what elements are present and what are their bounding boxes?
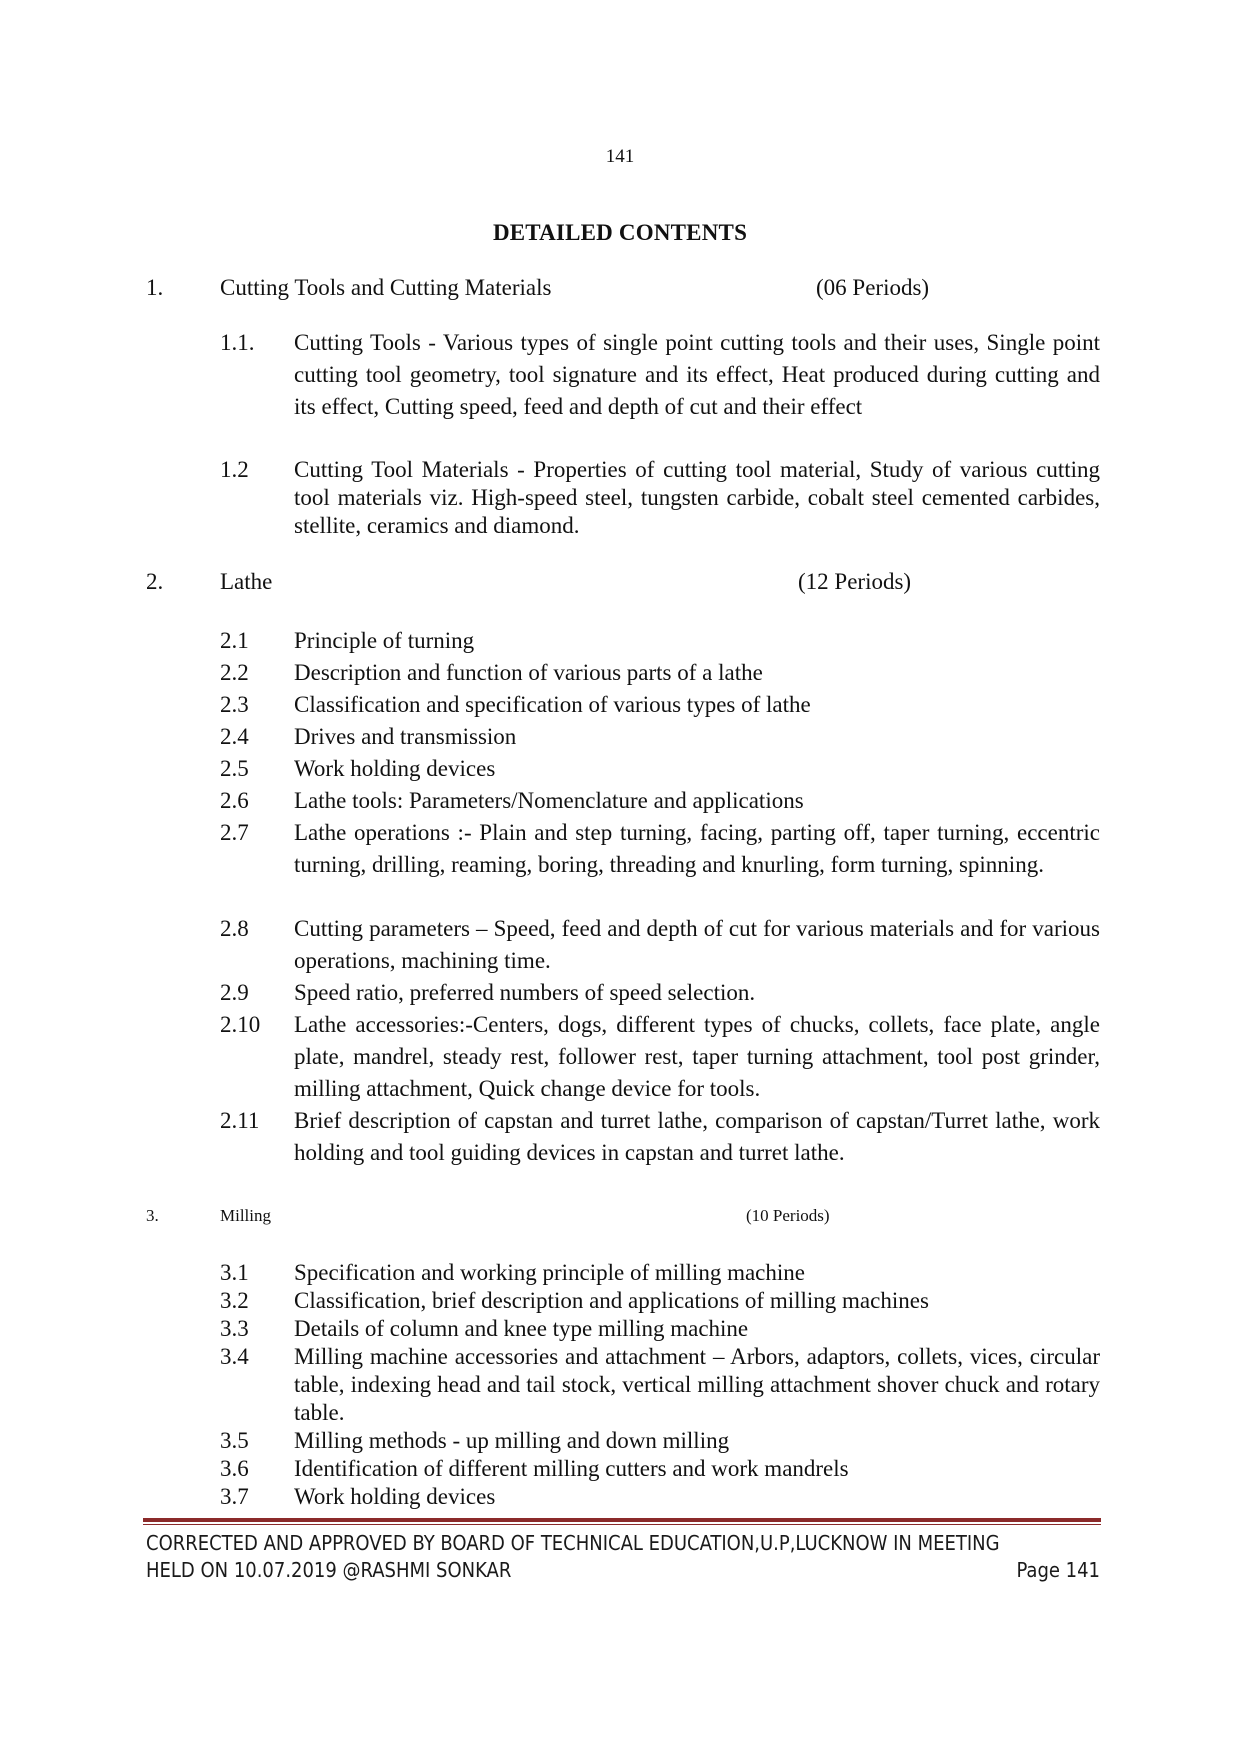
item-text: Specification and working principle of milling machine <box>294 1260 805 1285</box>
item-number: 2.2 <box>220 660 249 685</box>
list-item <box>220 1343 1100 1427</box>
page-number: 141 <box>605 146 635 167</box>
footer-divider <box>143 1518 1101 1522</box>
item-text: Milling machine accessories and attachment – Arbors, adaptors, collets, vices, circular table, indexing head and tail stock, vertical milling attachment shover chuck and rotary table. <box>294 1344 1100 1425</box>
list-item <box>220 1427 1100 1455</box>
section-number: 2. <box>146 569 164 594</box>
item-text: Drives and transmission <box>294 724 517 749</box>
item-text: Lathe accessories:-Centers, dogs, different types of chucks, collets, face plate, angle plate, mandrel, steady rest, follower rest, taper turning attachment, tool post grinder, milling attachment, Quick change device for tools. <box>294 1012 1100 1101</box>
item-text: Classification, brief description and applications of milling machines <box>294 1288 929 1313</box>
item-text: Principle of turning <box>294 628 475 653</box>
item-number: 2.8 <box>220 916 249 941</box>
item-text: Lathe tools: Parameters/Nomenclature and applications <box>294 788 804 813</box>
list-item <box>220 753 1100 785</box>
item-number: 3.4 <box>220 1344 249 1369</box>
list-item <box>220 657 1100 689</box>
list-item <box>220 689 1100 721</box>
item-number: 2.5 <box>220 756 249 781</box>
item-number: 3.5 <box>220 1428 249 1453</box>
footer-page-label: Page 141 <box>1016 1558 1100 1582</box>
item-text: Cutting Tools - Various types of single point cutting tools and their uses, Single point cutting tool geometry, tool signature and its effect, Heat produced during cutting and its effect, Cutting speed, feed and depth of cut and their effect <box>294 330 1100 419</box>
item-number: 2.4 <box>220 724 249 749</box>
section-periods: (10 Periods) <box>746 1206 830 1225</box>
list-item <box>220 1009 1100 1105</box>
list-item <box>220 1287 1100 1315</box>
list-item <box>220 1259 1100 1287</box>
footer-line-2-row <box>146 1557 1100 1584</box>
list-item <box>220 327 1100 423</box>
list-item <box>220 625 1100 657</box>
footer-line-2: HELD ON 10.07.2019 @RASHMI SONKAR <box>146 1558 512 1582</box>
item-number: 2.10 <box>220 1012 261 1037</box>
item-text: Cutting parameters – Speed, feed and depth of cut for various materials and for various operations, machining time. <box>294 916 1100 973</box>
item-number: 2.7 <box>220 820 249 845</box>
list-item <box>220 913 1100 977</box>
section-number: 1. <box>146 275 164 300</box>
list-item <box>220 1483 1100 1511</box>
footer-divider-thin <box>143 1524 1101 1525</box>
item-number: 3.1 <box>220 1260 249 1285</box>
item-number: 2.6 <box>220 788 249 813</box>
list-item <box>220 1315 1100 1343</box>
item-number: 2.9 <box>220 980 249 1005</box>
item-text: Identification of different milling cutters and work mandrels <box>294 1456 849 1481</box>
section-title: Milling <box>220 1206 272 1225</box>
item-text: Speed ratio, preferred numbers of speed selection. <box>294 980 756 1005</box>
item-number: 2.1 <box>220 628 249 653</box>
item-number: 1.2 <box>220 457 249 482</box>
item-number: 1.1. <box>220 330 255 355</box>
section-title: Cutting Tools and Cutting Materials <box>220 275 552 300</box>
list-item <box>220 1105 1100 1169</box>
item-text: Details of column and knee type milling machine <box>294 1316 749 1341</box>
list-item <box>220 1455 1100 1483</box>
section-number: 3. <box>146 1206 159 1225</box>
item-text: Brief description of capstan and turret lathe, comparison of capstan/Turret lathe, work holding and tool guiding devices in capstan and turret lathe. <box>294 1108 1100 1165</box>
item-text: Cutting Tool Materials - Properties of cutting tool material, Study of various cutting tool materials viz. High-speed steel, tungsten carbide, cobalt steel cemented carbides, stellite, ceramics and diamond. <box>294 457 1100 538</box>
item-text: Work holding devices <box>294 1484 496 1509</box>
item-number: 2.3 <box>220 692 249 717</box>
section-periods: (12 Periods) <box>798 569 912 594</box>
item-text: Classification and specification of various types of lathe <box>294 692 811 717</box>
list-item <box>220 977 1100 1009</box>
list-item <box>220 456 1100 540</box>
section-title: Lathe <box>220 569 273 594</box>
section-periods: (06 Periods) <box>816 275 930 300</box>
item-text: Lathe operations :- Plain and step turning, facing, parting off, taper turning, eccentric turning, drilling, reaming, boring, threading and knurling, form turning, spinning. <box>294 820 1100 877</box>
list-item <box>220 817 1100 881</box>
item-text: Milling methods - up milling and down milling <box>294 1428 730 1453</box>
footer-line-1: CORRECTED AND APPROVED BY BOARD OF TECHNICAL EDUCATION,U.P,LUCKNOW IN MEETING <box>146 1531 1000 1555</box>
item-number: 3.7 <box>220 1484 249 1509</box>
page-title: DETAILED CONTENTS <box>492 220 748 245</box>
item-number: 3.6 <box>220 1456 249 1481</box>
item-number: 3.3 <box>220 1316 249 1341</box>
list-item <box>220 785 1100 817</box>
list-item <box>220 721 1100 753</box>
item-text: Description and function of various parts of a lathe <box>294 660 763 685</box>
item-text: Work holding devices <box>294 756 496 781</box>
item-number: 3.2 <box>220 1288 249 1313</box>
item-number: 2.11 <box>220 1108 260 1133</box>
footer <box>146 1530 1100 1584</box>
